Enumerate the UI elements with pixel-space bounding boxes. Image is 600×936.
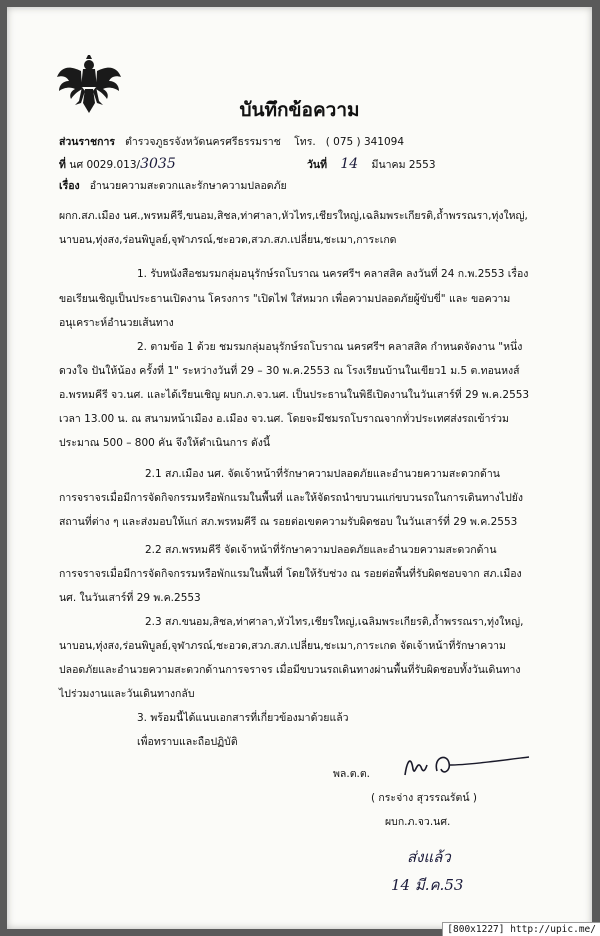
paragraph-2-line: 2. ตามข้อ 1 ด้วย ชมรมกลุ่มอนุรักษ์รถโบราณ นครศรีฯ คลาสสิค กำหนดจัดงาน "หนึ่ง bbox=[137, 341, 523, 353]
item-2-1-line: 2.1 สภ.เมือง นศ. จัดเจ้าหน้าที่รักษาความปลอดภัยและอำนวยความสะดวกด้าน bbox=[145, 468, 500, 480]
paragraph-3-line: 3. พร้อมนี้ได้แนบเอกสารที่เกี่ยวข้องมาด้วยแล้ว bbox=[137, 712, 349, 724]
paragraph-2-line: ประมาณ 500 – 800 คัน จึงให้ดำเนินการ ดังนี้ bbox=[59, 437, 271, 449]
paragraph-1-line: อนุเคราะห์อำนวยเส้นทาง bbox=[59, 317, 174, 329]
memo-title: บันทึกข้อความ bbox=[239, 99, 360, 121]
recipients-line: นาบอน,ทุ่งสง,ร่อนพิบูลย์,จุฬาภรณ์,ชะอวด,สวภ.สภ.เปลี่ยน,ชะเมา,การะเกด bbox=[59, 234, 397, 246]
phone-label: โทร. bbox=[294, 136, 316, 148]
subject-value: อำนวยความสะดวกและรักษาความปลอดภัย bbox=[89, 180, 287, 192]
paragraph-2-line: ดวงใจ ปันให้น้อง ครั้งที่ 1" ระหว่างวันที่ 29 – 30 พ.ค.2553 ณ โรงเรียนบ้านในเขียว1 ม.5 ต.ทอนหงส์ bbox=[59, 365, 520, 377]
signer-name: ( กระจ่าง สุวรรณรัตน์ ) bbox=[371, 792, 477, 804]
paragraph-1-line: ขอเรียนเชิญเป็นประธานเปิดงาน โครงการ "เปิดไฟ ใส่หมวก เพื่อความปลอดภัยผู้ขับขี่" และ ขอความ bbox=[59, 293, 511, 305]
item-2-3-line: ไปร่วมงานและวันเดินทางกลับ bbox=[59, 688, 195, 700]
recipients-line: ผกก.สภ.เมือง นศ.,พรหมคีรี,ขนอม,สิชล,ท่าศาลา,หัวไทร,เชียรใหญ่,เฉลิมพระเกียรติ,ถ้ำพรรณรา,ทุ่งใหญ่, bbox=[59, 210, 528, 222]
date-day-handwritten: 14 bbox=[340, 156, 359, 172]
date-row bbox=[307, 157, 436, 172]
signer-rank: พล.ต.ต. bbox=[333, 768, 371, 780]
item-2-2-line: 2.2 สภ.พรหมคีรี จัดเจ้าหน้าที่รักษาความปลอดภัยและอำนวยความสะดวกด้าน bbox=[145, 544, 497, 556]
item-2-3-line: นาบอน,ทุ่งสง,ร่อนพิบูลย์,จุฬาภรณ์,ชะอวด,สวภ.สภ.เปลี่ยน,ชะเมา,การะเกด จัดเจ้าหน้าที่รักษาความ bbox=[59, 640, 506, 652]
item-2-2-line: การจราจรเมื่อมีการจัดกิจกรรมหรือพักแรมในพื้นที่ โดยให้รับช่วง ณ รอยต่อพื้นที่รับผิดชอบจาก สภ.เมือง bbox=[59, 568, 522, 580]
item-2-2-line: นศ. ในวันเสาร์ที่ 29 พ.ค.2553 bbox=[59, 592, 201, 604]
reference-prefix: นศ 0029.013/ bbox=[69, 159, 141, 171]
memo-page bbox=[7, 7, 592, 929]
item-2-3-line: 2.3 สภ.ขนอม,สิชล,ท่าศาลา,หัวไทร,เชียรใหญ่,เฉลิมพระเกียรติ,ถ้ำพรรณรา,ทุ่งใหญ่, bbox=[145, 616, 524, 628]
item-2-1-line: สถานที่ต่าง ๆ และส่งมอบให้แก่ สภ.พรหมคีรี ณ รอยต่อเขตความรับผิดชอบ ในวันเสาร์ที่ 29 พ.ค.2553 bbox=[59, 516, 518, 528]
date-rest: มีนาคม 2553 bbox=[371, 159, 436, 171]
reference-row bbox=[59, 157, 176, 172]
signature-mark bbox=[397, 747, 537, 787]
reference-label: ที่ bbox=[59, 159, 66, 171]
subject-label: เรื่อง bbox=[59, 180, 80, 192]
agency-value: ตำรวจภูธรจังหวัดนครศรีธรรมราช bbox=[125, 136, 281, 148]
paragraph-2-line: เวลา 13.00 น. ณ สนามหน้าเมือง อ.เมือง จว.นศ. โดยจะมีชมรถโบราณจากทั่วประเทศส่งรถเข้าร่วม bbox=[59, 413, 509, 425]
handwritten-note-line2: 14 มี.ค.53 bbox=[391, 876, 464, 894]
phone-value: ( 075 ) 341094 bbox=[325, 136, 405, 148]
reference-number-handwritten: 3035 bbox=[140, 156, 176, 172]
subject-row bbox=[59, 179, 287, 193]
item-2-3-line: ปลอดภัยและอำนวยความสะดวกด้านการจราจร เมื่อมีขบวนรถเดินทางผ่านพื้นที่รับผิดชอบทั้งวันเดินทาง bbox=[59, 664, 521, 676]
agency-label: ส่วนราชการ bbox=[59, 136, 116, 148]
date-label: วันที่ bbox=[307, 159, 327, 171]
signer-position: ผบก.ภ.จว.นศ. bbox=[385, 816, 451, 828]
upload-stamp: [800x1227] http://upic.me/ bbox=[442, 922, 600, 936]
agency-row bbox=[59, 135, 404, 149]
handwritten-note-line1: ส่งแล้ว bbox=[407, 848, 451, 866]
item-2-1-line: การจราจรเมื่อมีการจัดกิจกรรมหรือพักแรมในพื้นที่ และให้จัดรถนำขบวนแก่ขบวนรถในการเดินทางไปยัง bbox=[59, 492, 524, 504]
paragraph-2-line: อ.พรหมคีรี จว.นศ. และได้เรียนเชิญ ผบก.ภ.จว.นศ. เป็นประธานในพิธีเปิดงานในวันเสาร์ที่ 29 พ.ค.2553 bbox=[59, 389, 530, 401]
paragraph-1-line: 1. รับหนังสือชมรมกลุ่มอนุรักษ์รถโบราณ นครศรีฯ คลาสสิค ลงวันที่ 24 ก.พ.2553 เรื่อง bbox=[137, 268, 529, 280]
paragraph-3-line: เพื่อทราบและถือปฏิบัติ bbox=[137, 736, 238, 748]
